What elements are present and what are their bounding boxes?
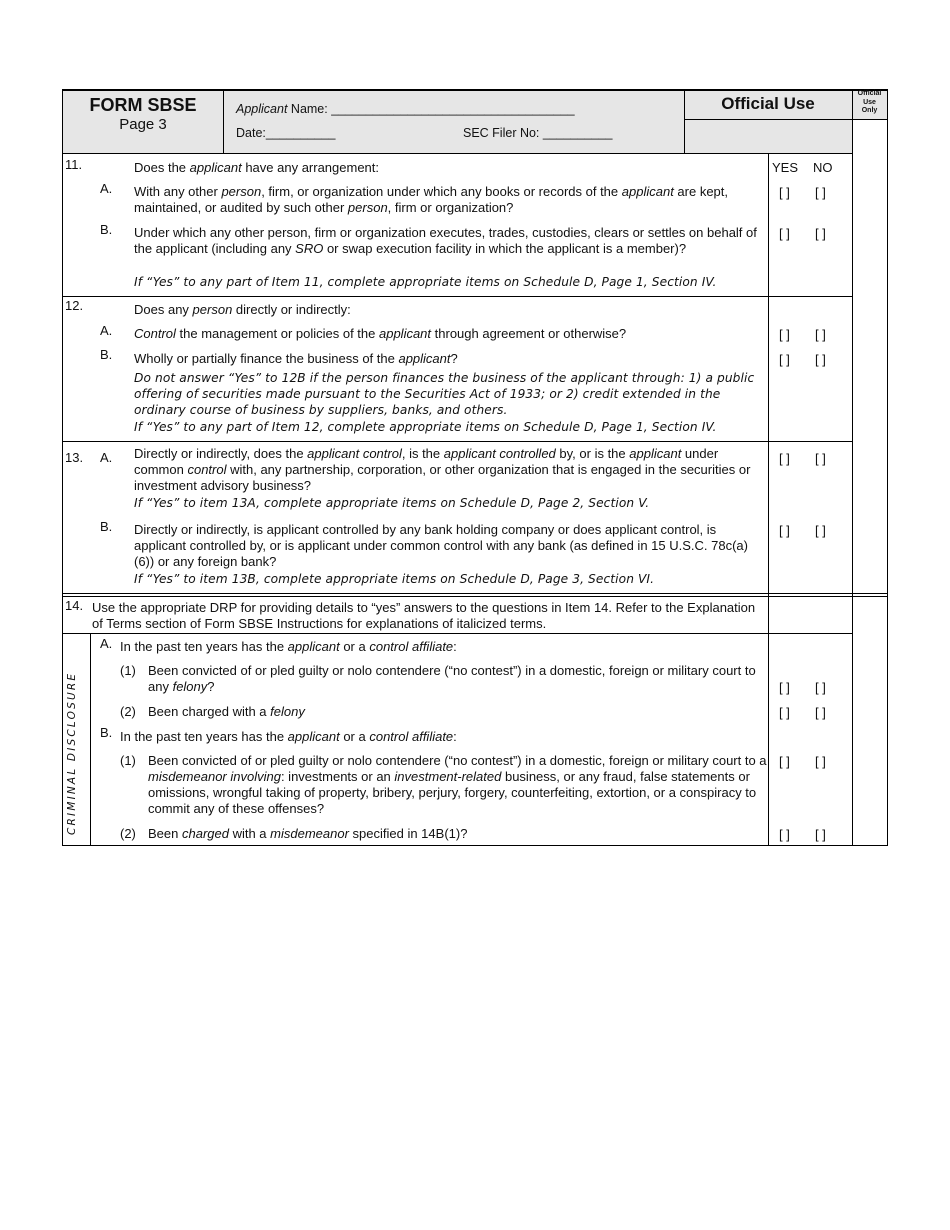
item-14a2-yes-checkbox[interactable]: [ ] [779, 705, 790, 720]
item-11b-text: Under which any other person, firm or organization executes, trades, custodies, clears or settles on behalf of the applicant (including any SRO or swap execution facility in which the applicant is a member)? [134, 225, 757, 256]
item-12b-no-checkbox[interactable]: [ ] [815, 352, 826, 367]
item-13a-instruction: If “Yes” to item 13A, complete appropriate items on Schedule D, Page 2, Section V. [134, 496, 650, 510]
official-use-only-label: Official Use Only [857, 90, 882, 114]
item-12b-letter: B. [100, 347, 113, 362]
item-11a-yes-checkbox[interactable]: [ ] [779, 185, 790, 200]
applicant-name-field[interactable] [236, 102, 575, 116]
no-column-header: NO [813, 160, 833, 175]
item-12-exception-note: Do not answer “Yes” to 12B if the person finances the business of the applicant through: 1) a public offering of securities made pursuant to the Securities Act of 1933; or 2) credit extended in the ordinary course of business by suppliers, banks, and others. [134, 371, 755, 417]
item-11-instruction: If “Yes” to any part of Item 11, complete appropriate items on Schedule D, Page 1, Section IV. [134, 275, 717, 289]
item-14a-text: In the past ten years has the applicant or a control affiliate: [120, 639, 457, 654]
page-label: Page 3 [119, 116, 167, 133]
item-14b1-text: Been convicted of or pled guilty or nolo contendere (“no contest”) in a domestic, foreign or military court to a misdemeanor involving: investments or an investment-related business, or any fraud, false statements or omissions, wrongful taking of property, bribery, perjury, forgery, counterfeiting, extortion, or a conspiracy to commit any of these offenses? [148, 753, 767, 816]
item-12b-yes-checkbox[interactable]: [ ] [779, 352, 790, 367]
item-14a1-yes-checkbox[interactable]: [ ] [779, 680, 790, 695]
item-11-number: 11. [65, 157, 83, 172]
item-13b-yes-checkbox[interactable]: [ ] [779, 523, 790, 538]
item-12b-text: Wholly or partially finance the business of the applicant? [134, 351, 458, 366]
item-12a-no-checkbox[interactable]: [ ] [815, 327, 826, 342]
item-14b1-yes-checkbox[interactable]: [ ] [779, 754, 790, 769]
item-14a1-text: Been convicted of or pled guilty or nolo contendere (“no contest”) in a domestic, foreign or military court to any felony? [148, 663, 756, 694]
item-13a-no-checkbox[interactable]: [ ] [815, 451, 826, 466]
item-14b2-no-checkbox[interactable]: [ ] [815, 827, 826, 842]
item-12a-letter: A. [100, 323, 113, 338]
item-14a-letter: A. [100, 636, 113, 651]
item-14a1-no-checkbox[interactable]: [ ] [815, 680, 826, 695]
item-14b1-number: (1) [120, 753, 136, 768]
item-13a-yes-checkbox[interactable]: [ ] [779, 451, 790, 466]
item-14b1-no-checkbox[interactable]: [ ] [815, 754, 826, 769]
item-13b-no-checkbox[interactable]: [ ] [815, 523, 826, 538]
item-11a-letter: A. [100, 181, 113, 196]
item-11b-yes-checkbox[interactable]: [ ] [779, 226, 790, 241]
item-13b-instruction: If “Yes” to item 13B, complete appropriate items on Schedule D, Page 3, Section VI. [134, 572, 655, 586]
item-12-number: 12. [65, 298, 84, 313]
item-12a-text: Control the management or policies of the applicant through agreement or otherwise? [134, 326, 627, 341]
item-12-question: Does any person directly or indirectly: [134, 302, 351, 317]
item-12-instruction: If “Yes” to any part of Item 12, complete appropriate items on Schedule D, Page 1, Section IV. [134, 420, 717, 434]
item-14b2-number: (2) [120, 826, 136, 841]
sec-filer-field[interactable]: SEC Filer No: __________ [463, 126, 613, 140]
item-12a-yes-checkbox[interactable]: [ ] [779, 327, 790, 342]
item-11a-no-checkbox[interactable]: [ ] [815, 185, 826, 200]
item-14b-text: In the past ten years has the applicant or a control affiliate: [120, 729, 457, 744]
item-14a1-number: (1) [120, 663, 136, 678]
item-13b-text: Directly or indirectly, is applicant controlled by any bank holding company or does applicant control, is applicant controlled by, or is applicant under common control with any bank (as defined in 15 U.S.C. 78c(a)(6)) or any foreign bank? [134, 522, 748, 569]
item-14a2-no-checkbox[interactable]: [ ] [815, 705, 826, 720]
official-use-title: Official Use [721, 94, 815, 113]
date-field[interactable]: Date:__________ [236, 126, 336, 140]
item-14a2-number: (2) [120, 704, 136, 719]
item-14-intro: Use the appropriate DRP for providing details to “yes” answers to the questions in Item 14. Refer to the Explanation of Terms section of Form SBSE Instructions for explanations of italicized terms. [92, 600, 756, 631]
applicant-label: Applicant [236, 102, 288, 116]
item-14-number: 14. [65, 598, 84, 613]
item-14b2-text: Been charged with a misdemeanor specified in 14B(1)? [148, 826, 468, 841]
item-13b-letter: B. [100, 519, 113, 534]
item-11b-letter: B. [100, 222, 113, 237]
item-14b2-yes-checkbox[interactable]: [ ] [779, 827, 790, 842]
item-11a-text: With any other person, firm, or organization under which any books or records of the applicant are kept, maintained, or audited by such other person, firm or organization? [134, 184, 729, 215]
form-title: FORM SBSE [89, 95, 197, 115]
applicant-name-blank: Name: ___________________________________ [287, 102, 575, 116]
item-13a-letter: A. [100, 450, 113, 465]
criminal-disclosure-side-label: CRIMINAL DISCLOSURE [66, 671, 78, 835]
item-11-question: Does the applicant have any arrangement: [134, 160, 380, 175]
item-13a-text: Directly or indirectly, does the applicant control, is the applicant controlled by, or is the applicant under common control with, any partnership, corporation, or other organization that is engaged in the securities or investment advisory business? [134, 446, 751, 493]
yes-column-header: YES [772, 160, 799, 175]
item-11b-no-checkbox[interactable]: [ ] [815, 226, 826, 241]
item-13-number: 13. [65, 450, 84, 465]
item-14a2-text: Been charged with a felony [148, 704, 305, 719]
item-14b-letter: B. [100, 725, 113, 740]
